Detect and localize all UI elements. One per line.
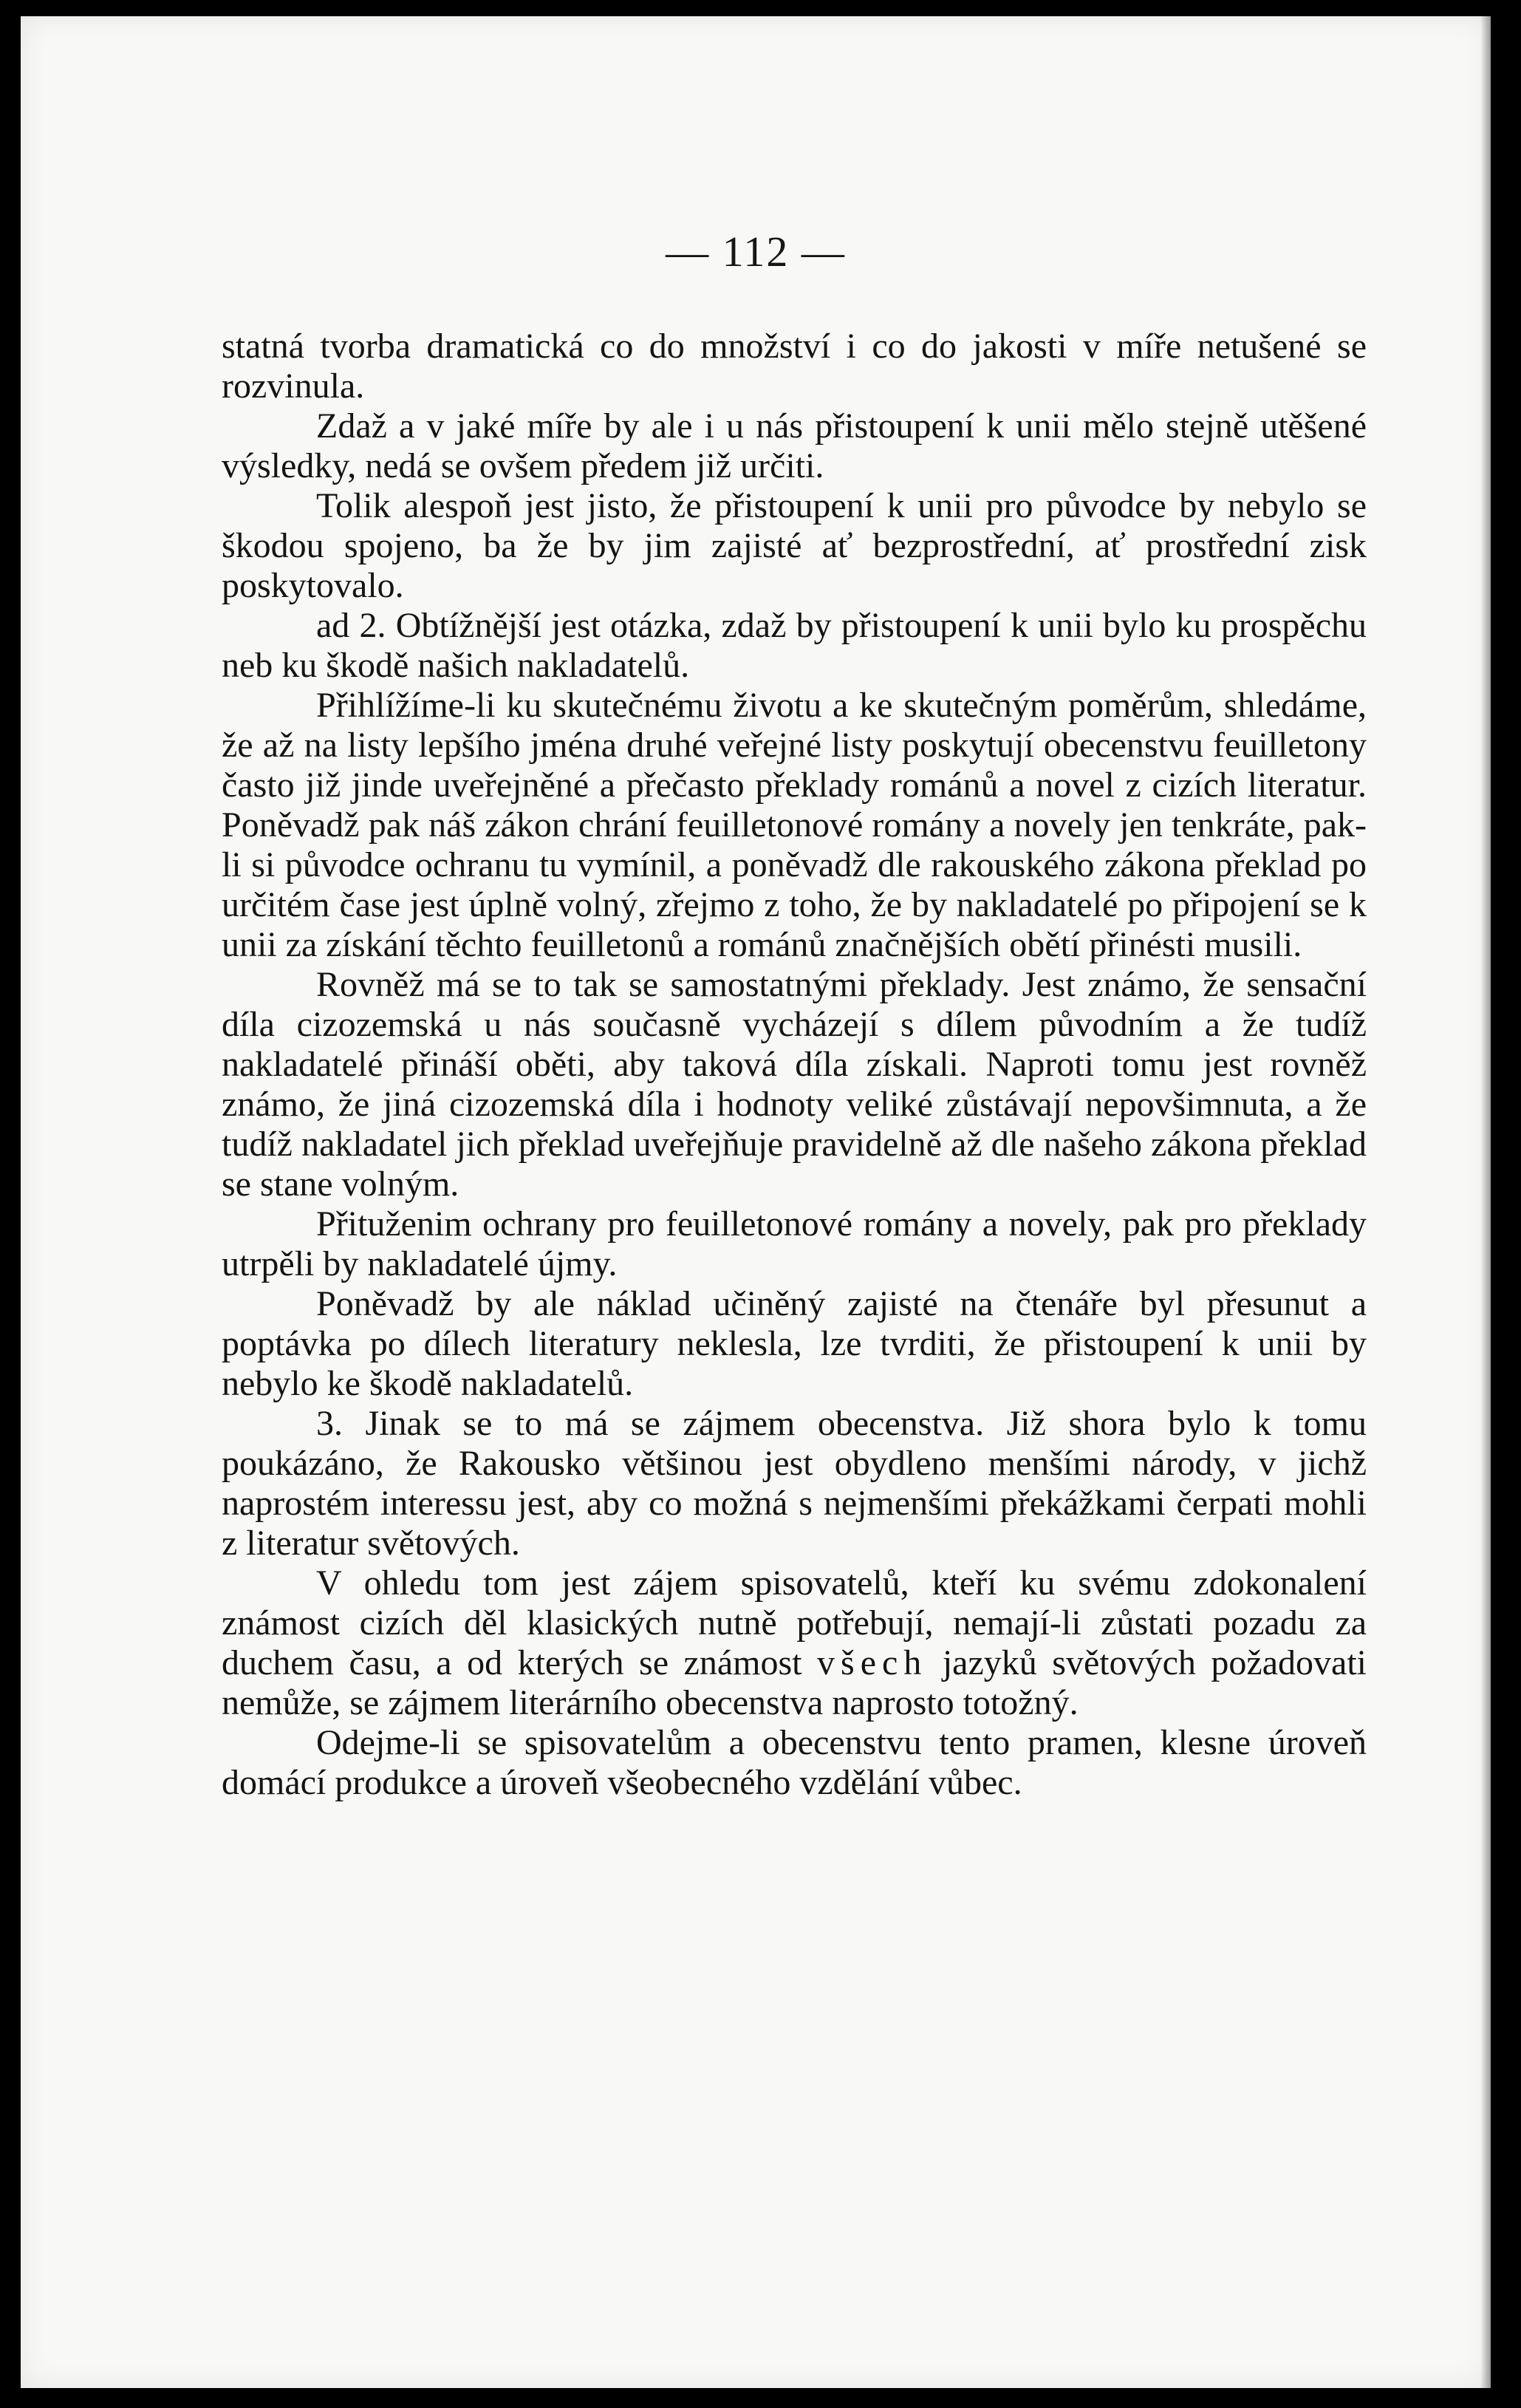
paragraph	[222, 1563, 1367, 1723]
scan-edge-shadow	[1480, 16, 1491, 2388]
paragraph-text-before: V ohledu tom jest zájem spisovatelů, kteří ku svému zdokonalení známost cizích děl klasických nutně potřebují, nemají-li zůstati pozadu za duchem času, a od kterých se známost	[222, 1563, 1367, 1682]
paragraph: 3. Jinak se to má se zájmem obecenstva. Již shora bylo k tomu poukázáno, že Rakousko většinou jest obydleno menšími národy, v jichž naprostém interessu jest, aby co možná s nejmenšími překážkami čerpati mohli z literatur světových.	[222, 1404, 1367, 1563]
paragraph: Přituženim ochrany pro feuilletonové romány a novely, pak pro překlady utrpěli by nakladatelé újmy.	[222, 1204, 1367, 1283]
paragraph: statná tvorba dramatická co do množství i co do jakosti v míře netušené se rozvinula.	[222, 327, 1367, 406]
paragraph: Tolik alespoň jest jisto, že přistoupení k unii pro původce by nebylo se škodou spojeno, ba že by jim zajisté ať bezprostřední, ať prostřední zisk poskytovalo.	[222, 486, 1367, 605]
paragraph: Poněvadž by ale náklad učiněný zajisté na čtenáře byl přesunut a poptávka po dílech literatury neklesla, lze tvrditi, že přistoupení k unii by nebylo ke škodě nakladatelů.	[222, 1284, 1367, 1403]
body-text	[222, 327, 1367, 1803]
spaced-emphasis: všech	[817, 1643, 928, 1682]
paragraph: Zdaž a v jaké míře by ale i u nás přistoupení k unii mělo stejně utěšené výsledky, nedá se ovšem předem již určiti.	[222, 406, 1367, 485]
paragraph: Rovněž má se to tak se samostatnými překlady. Jest známo, že sensační díla cizozemská u nás současně vycházejí s dílem původním a že tudíž nakladatelé přináší oběti, aby taková díla získali. Naproti tomu jest rovněž známo, že jiná cizozemská díla i hodnoty veliké zůstávají nepovšimnuta, a že tudíž nakladatel jich překlad uveřejňuje pravidelně až dle našeho zákona překlad se stane volným.	[222, 965, 1367, 1204]
paragraph: Odejme-li se spisovatelům a obecenstvu tento pramen, klesne úroveň domácí produkce a úroveň všeobecného vzdělání vůbec.	[222, 1723, 1367, 1802]
paragraph-text-after: jazyků světových požadovati nemůže, se zájmem literárního obecenstva naprosto totožný.	[222, 1643, 1367, 1722]
page-number: — 112 —	[666, 228, 846, 276]
paragraph: Přihlížíme-li ku skutečnému životu a ke skutečným poměrům, shledáme, že až na listy lepšího jména druhé veřejné listy poskytují obecenstvu feuilletony často již jinde uveřejněné a přečasto překlady románů a novel z cizích literatur. Poněvadž pak náš zákon chrání feuilletonové romány a novely jen tenkráte, pak-li si původce ochranu tu vymínil, a poněvadž dle rakouského zákona překlad po určitém čase jest úplně volný, zřejmo z toho, že by nakladatelé po připojení se k unii za získání těchto feuilletonů a románů značnějších obětí přinésti musili.	[222, 686, 1367, 964]
book-page	[21, 16, 1491, 2388]
paragraph: ad 2. Obtížnější jest otázka, zdaž by přistoupení k unii bylo ku prospěchu neb ku škodě našich nakladatelů.	[222, 606, 1367, 685]
